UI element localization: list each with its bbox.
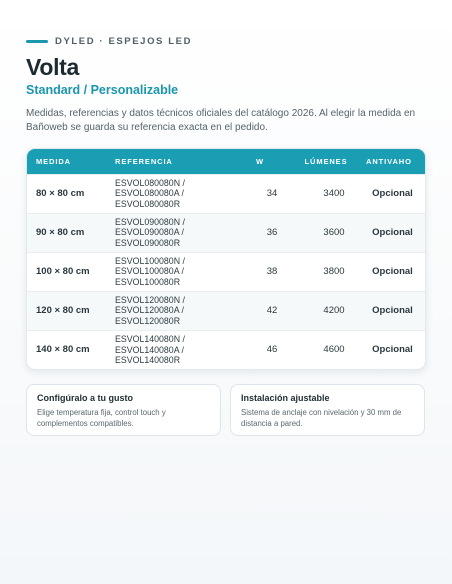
ref-line: ESVOL100080N /	[115, 255, 185, 266]
brand-row	[26, 36, 192, 47]
ref-line: ESVOL120080A /	[115, 305, 184, 316]
ref-line: ESVOL120080R	[115, 315, 181, 326]
header-lumenes: LÚMENES	[304, 156, 348, 166]
cell-lumenes: 3800	[323, 266, 345, 277]
header-w: W	[256, 156, 264, 166]
page-description: Medidas, referencias y datos técnicos oficiales del catálogo 2026. Al elegir la medida en Bañoweb se guarda su referencia exacta en el pedido.	[26, 108, 416, 133]
ref-line: ESVOL140080N /	[115, 334, 185, 344]
brand-accent-bar	[26, 40, 48, 43]
table-row[interactable]	[27, 330, 425, 369]
info-card-configuration	[26, 384, 221, 436]
ref-line: ESVOL080080A /	[115, 188, 184, 199]
ref-line: ESVOL100080A /	[115, 266, 184, 277]
info-card-text: Sistema de anclaje con nivelación y 30 mm de distancia a pared.	[241, 408, 402, 428]
header-medida: MEDIDA	[36, 156, 71, 166]
ref-line: ESVOL140080A /	[115, 344, 184, 355]
page-subtitle: Standard / Personalizable	[26, 83, 179, 97]
cell-medida: 120 × 80 cm	[36, 305, 90, 316]
specs-table	[27, 149, 425, 369]
ref-line: ESVOL090080R	[115, 237, 181, 248]
cell-antivaho: Opcional	[372, 344, 413, 356]
ref-line: ESVOL080080R	[115, 198, 181, 209]
cell-w: 34	[266, 188, 278, 199]
cell-referencia	[106, 291, 230, 330]
cell-w: 42	[266, 305, 278, 316]
ref-line: ESVOL120080N /	[115, 294, 185, 305]
cell-medida: 80 × 80 cm	[36, 188, 85, 199]
info-card-title: Configúralo a tu gusto	[37, 393, 133, 403]
cell-referencia	[106, 213, 230, 252]
ref-line: ESVOL080080N /	[115, 177, 185, 188]
cell-medida: 140 × 80 cm	[36, 344, 90, 356]
brand-label: DYLED · ESPEJOS LED	[55, 36, 193, 47]
cell-lumenes: 4600	[323, 344, 345, 356]
info-card-text: Elige temperatura fija, control touch y complementos compatibles.	[37, 408, 166, 428]
info-card-title: Instalación ajustable	[241, 393, 330, 403]
cell-w: 36	[266, 227, 278, 238]
cell-lumenes: 3600	[323, 227, 345, 238]
cell-lumenes: 4200	[323, 305, 345, 316]
cell-referencia	[106, 330, 230, 369]
table-row[interactable]	[27, 252, 425, 291]
cell-w: 46	[266, 344, 278, 356]
cell-w: 38	[266, 266, 278, 277]
cell-antivaho: Opcional	[372, 227, 413, 238]
cell-antivaho: Opcional	[372, 266, 413, 277]
cell-referencia	[106, 174, 230, 213]
table-row[interactable]	[27, 174, 425, 213]
ref-line: ESVOL090080A /	[115, 227, 184, 238]
ref-line: ESVOL090080N /	[115, 216, 185, 227]
cell-lumenes: 3400	[323, 188, 345, 199]
cell-antivaho: Opcional	[372, 305, 413, 316]
table-row[interactable]	[27, 213, 425, 252]
specs-table-card	[26, 148, 426, 370]
cell-referencia	[106, 252, 230, 291]
header-referencia: REFERENCIA	[115, 156, 173, 166]
ref-line: ESVOL140080R	[115, 355, 181, 365]
cell-antivaho: Opcional	[372, 188, 413, 199]
page-title: Volta	[26, 54, 80, 80]
table-row[interactable]	[27, 291, 425, 330]
cell-medida: 90 × 80 cm	[36, 227, 85, 238]
info-card-installation	[230, 384, 425, 436]
header-antivaho: ANTIVAHO	[366, 156, 412, 166]
cell-medida: 100 × 80 cm	[36, 266, 90, 277]
table-header-row	[27, 149, 425, 174]
ref-line: ESVOL100080R	[115, 276, 181, 287]
